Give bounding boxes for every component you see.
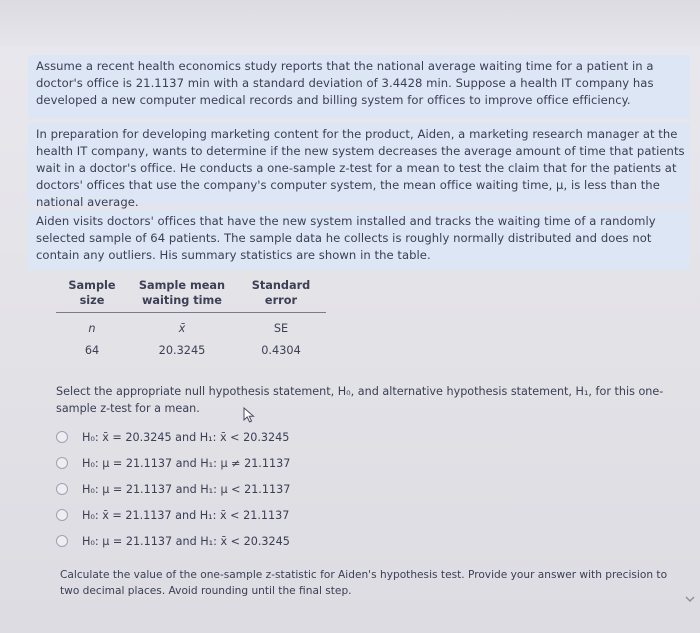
hypothesis-options <box>56 424 290 554</box>
option-b[interactable] <box>56 450 290 476</box>
option-a[interactable] <box>56 424 290 450</box>
header-sample-mean: Sample mean waiting time <box>138 279 226 307</box>
preparation-paragraph: In preparation for developing marketing content for the product, Aiden, a marketing research manager at the health IT company, wants to determine if the new system decreases the average amount of time that patients wait in a doctor's office. He conducts a one-sample z-test for a mean to test the claim that for the patients at doctors' offices that use the company's computer system, the mean office waiting time, μ, is less than the national average. <box>36 127 685 209</box>
value-standard-error: 0.4304 <box>261 343 301 357</box>
option-c[interactable] <box>56 476 290 502</box>
value-sample-mean: 20.3245 <box>158 343 206 357</box>
radio-button[interactable] <box>56 483 68 495</box>
hypothesis-question: Select the appropriate null hypothesis statement, H₀, and alternative hypothesis statement, H₁, for this one-sample z-test for a mean. <box>56 385 664 415</box>
option-label: H₀: x̄ = 20.3245 and H₁: x̄ < 20.3245 <box>82 430 290 444</box>
table-row <box>56 339 326 361</box>
header-sample-size: Sample size <box>68 279 116 307</box>
option-label: H₀: μ = 21.1137 and H₁: x̄ < 20.3245 <box>82 534 290 548</box>
symbol-n: n <box>88 321 96 335</box>
intro-paragraph: Assume a recent health economics study reports that the national average waiting time for a patient in a doctor's office is 21.1137 min with a standard deviation of 3.4428 min. Suppose a health IT company has developed a new computer medical records and billing system for offices to improve office efficiency. <box>36 59 654 107</box>
z-statistic-question: Calculate the value of the one-sample z-statistic for Aiden's hypothesis test. Provide your answer with precision to two decimal places. Avoid rounding until the final step. <box>60 569 668 597</box>
header-standard-error: Standard error <box>251 279 311 307</box>
option-label: H₀: μ = 21.1137 and H₁: μ < 21.1137 <box>82 482 291 496</box>
summary-statistics-table <box>56 278 326 361</box>
option-e[interactable] <box>56 528 290 554</box>
value-sample-size: 64 <box>84 343 100 357</box>
option-d[interactable] <box>56 502 290 528</box>
visit-paragraph: Aiden visits doctors' offices that have the new system installed and tracks the waiting time of a randomly selected sample of 64 patients. The sample data he collects is roughly normally distributed and does not contain any outliers. His summary statistics are shown in the table. <box>36 214 656 262</box>
top-bar <box>0 0 700 46</box>
radio-button[interactable] <box>56 457 68 469</box>
table-row <box>56 313 326 340</box>
symbol-xbar: x̄ <box>178 321 186 335</box>
radio-button[interactable] <box>56 509 68 521</box>
radio-button[interactable] <box>56 535 68 547</box>
option-label: H₀: μ = 21.1137 and H₁: μ ≠ 21.1137 <box>82 456 291 470</box>
chevron-down-icon[interactable] <box>684 594 696 604</box>
table-header-row <box>56 278 326 313</box>
symbol-se: SE <box>273 321 289 335</box>
mouse-pointer-icon <box>243 407 257 423</box>
option-label: H₀: x̄ = 21.1137 and H₁: x̄ < 21.1137 <box>82 508 290 522</box>
radio-button[interactable] <box>56 431 68 443</box>
